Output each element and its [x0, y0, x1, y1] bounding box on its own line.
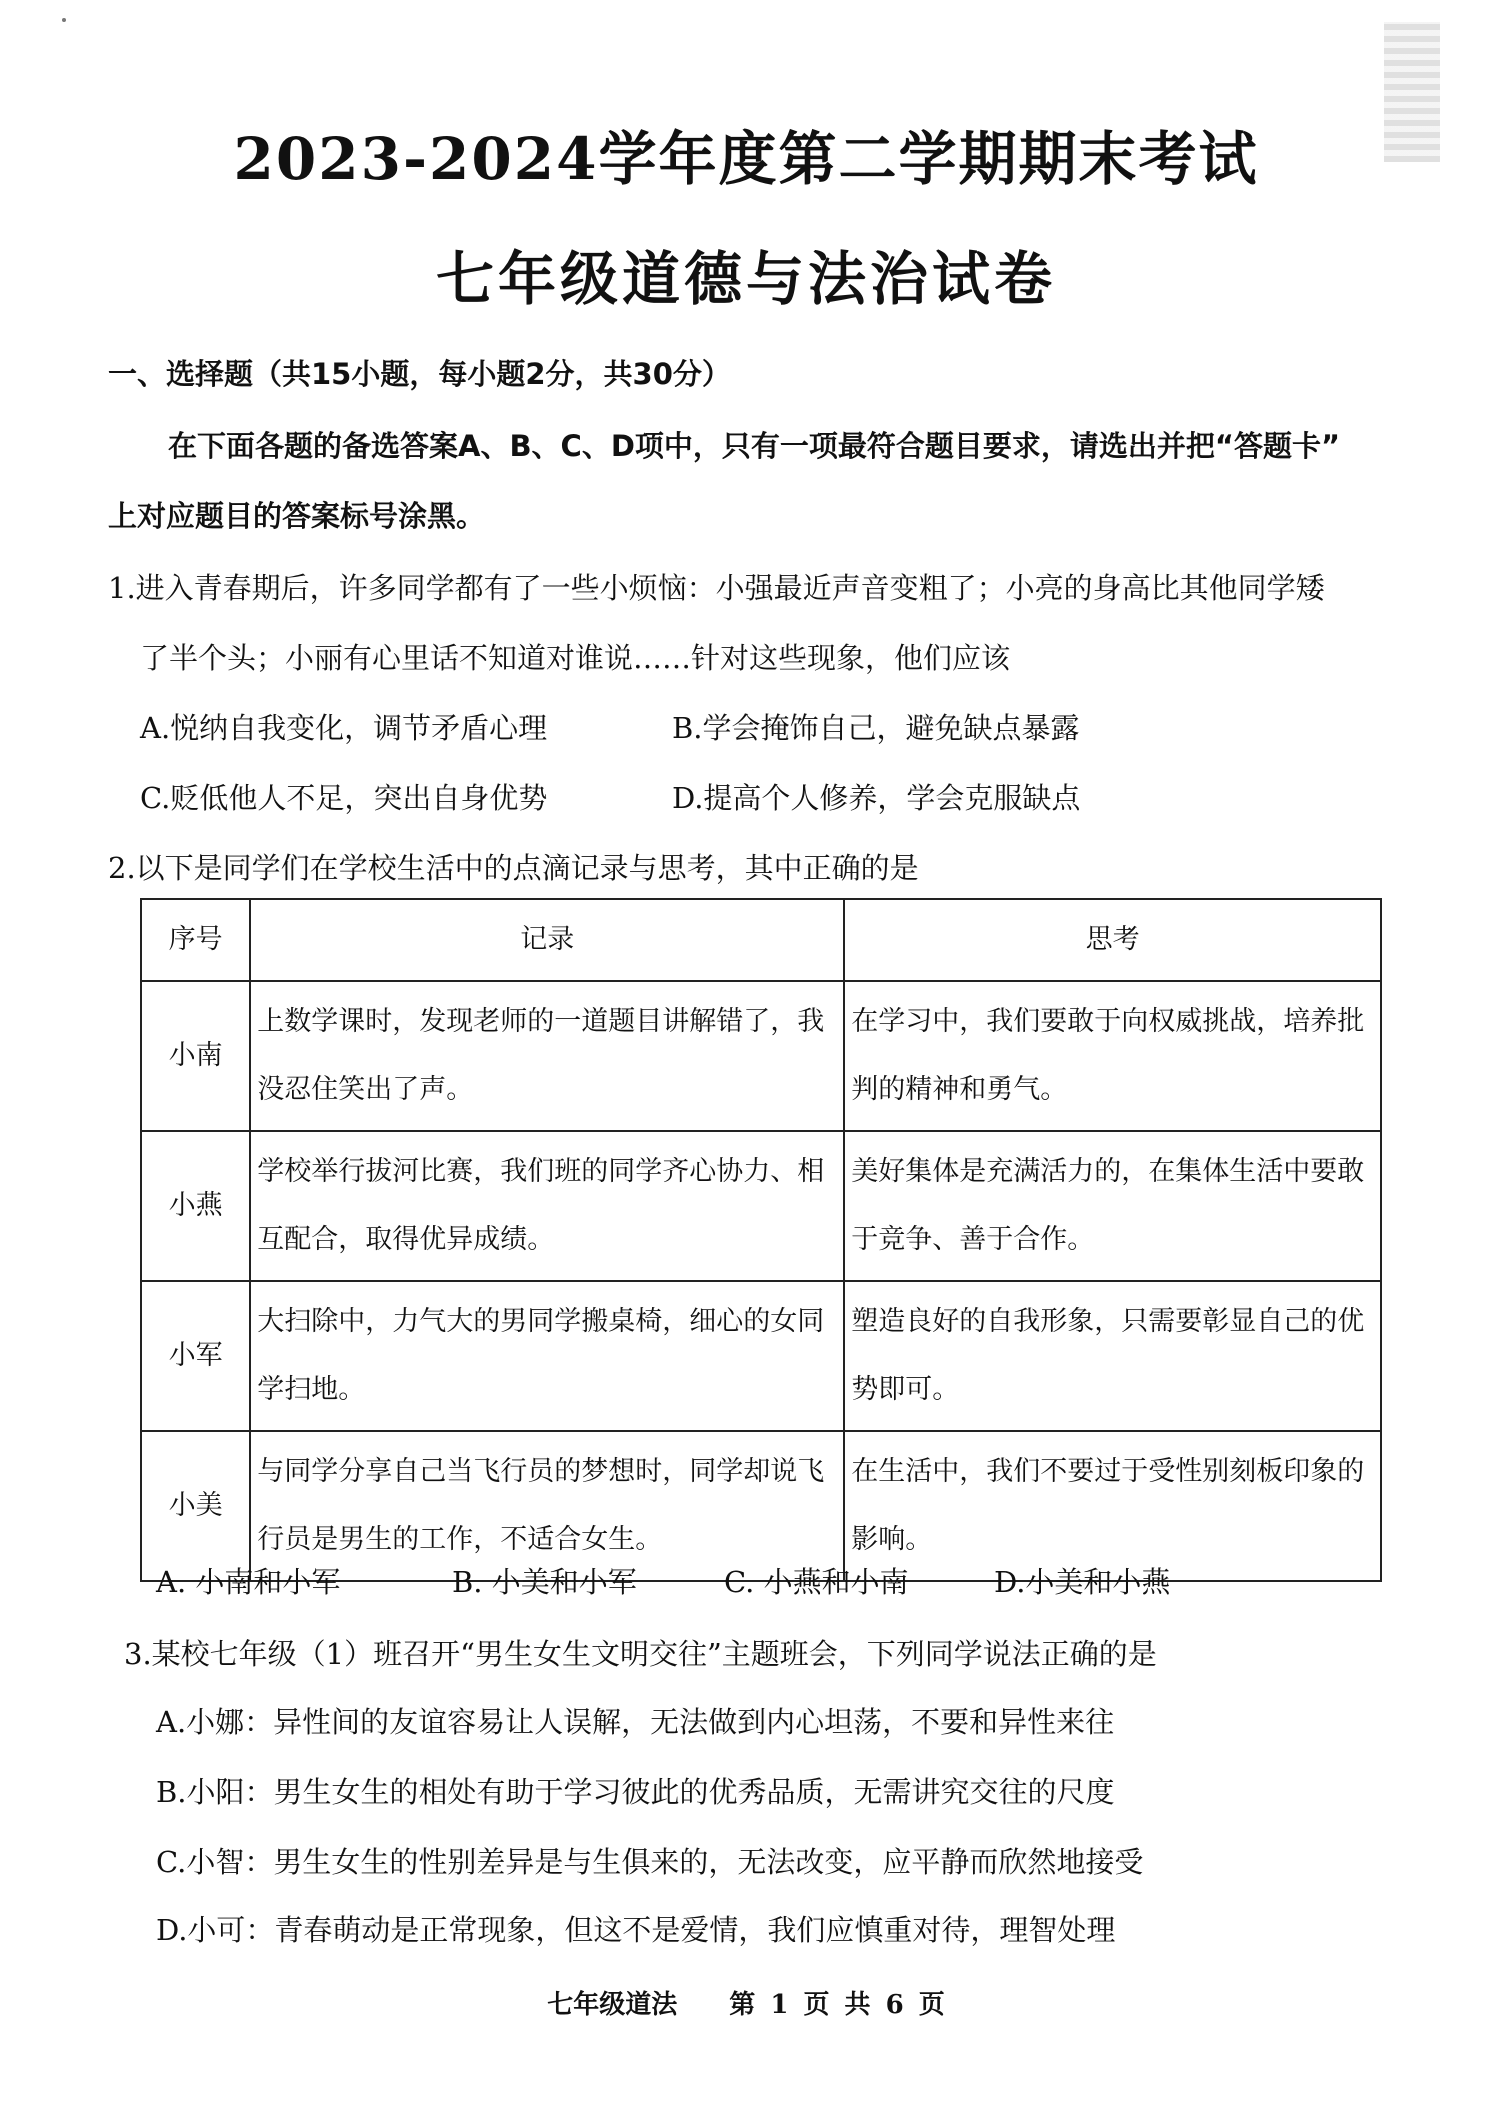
scan-speck — [62, 18, 66, 22]
row-thought: 美好集体是充满活力的，在集体生活中要敢于竞争、善于合作。 — [844, 1131, 1381, 1281]
q1-option-a: A.悦纳自我变化，调节矛盾心理 — [140, 711, 548, 745]
q3-option-a: A.小娜：异性间的友谊容易让人误解，无法做到内心坦荡，不要和异性来往 — [156, 1705, 1115, 1739]
row-name: 小南 — [141, 981, 250, 1131]
q2-option-d: D.小美和小燕 — [994, 1565, 1171, 1599]
section-heading: 一、选择题（共15小题，每小题2分，共30分） — [108, 357, 731, 391]
q1-stem-line-1: 1.进入青春期后，许多同学都有了一些小烦恼：小强最近声音变粗了；小亮的身高比其他同学矮 — [108, 571, 1325, 605]
q1-option-c: C.贬低他人不足，突出自身优势 — [140, 781, 548, 815]
table-row — [141, 1431, 1381, 1581]
q3-option-d: D.小可：青春萌动是正常现象，但这不是爱情，我们应慎重对待，理智处理 — [156, 1913, 1116, 1947]
header-thought: 思考 — [844, 899, 1381, 981]
records-table — [140, 898, 1382, 1582]
q1-option-b: B.学会掩饰自己，避免缺点暴露 — [672, 711, 1080, 745]
row-thought: 在生活中，我们不要过于受性别刻板印象的影响。 — [844, 1431, 1381, 1581]
row-record: 学校举行拔河比赛，我们班的同学齐心协力、相互配合，取得优异成绩。 — [250, 1131, 844, 1281]
q2-option-c: C. 小燕和小南 — [724, 1565, 909, 1599]
q3-option-c: C.小智：男生女生的性别差异是与生俱来的，无法改变，应平静而欣然地接受 — [156, 1845, 1144, 1879]
header-number: 序号 — [141, 899, 250, 981]
page-footer: 七年级道法 第 1 页 共 6 页 — [547, 1990, 945, 2020]
q1-option-d: D.提高个人修养，学会克服缺点 — [672, 781, 1081, 815]
q2-option-b: B. 小美和小军 — [452, 1565, 637, 1599]
table-row — [141, 981, 1381, 1131]
q2-option-a: A. 小南和小军 — [156, 1565, 341, 1599]
q1-stem-line-2: 了半个头；小丽有心里话不知道对谁说……针对这些现象，他们应该 — [140, 641, 1011, 675]
row-record: 大扫除中，力气大的男同学搬桌椅，细心的女同学扫地。 — [250, 1281, 844, 1431]
instruction-line-2: 上对应题目的答案标号涂黑。 — [108, 499, 486, 533]
row-name: 小军 — [141, 1281, 250, 1431]
table-row — [141, 1281, 1381, 1431]
row-record: 与同学分享自己当飞行员的梦想时，同学却说飞行员是男生的工作，不适合女生。 — [250, 1431, 844, 1581]
row-record: 上数学课时，发现老师的一道题目讲解错了，我没忍住笑出了声。 — [250, 981, 844, 1131]
row-thought: 在学习中，我们要敢于向权威挑战，培养批判的精神和勇气。 — [844, 981, 1381, 1131]
row-name: 小燕 — [141, 1131, 250, 1281]
row-name: 小美 — [141, 1431, 250, 1581]
table-header-row — [141, 899, 1381, 981]
header-record: 记录 — [250, 899, 844, 981]
instruction-line-1: 在下面各题的备选答案A、B、C、D项中，只有一项最符合题目要求，请选出并把“答题卡” — [168, 429, 1341, 463]
exam-title: 2023-2024学年度第二学期期末考试 — [233, 125, 1259, 193]
row-thought: 塑造良好的自我形象，只需要彰显自己的优势即可。 — [844, 1281, 1381, 1431]
table-row — [141, 1131, 1381, 1281]
q3-stem: 3.某校七年级（1）班召开“男生女生文明交往”主题班会，下列同学说法正确的是 — [124, 1637, 1157, 1671]
q2-stem: 2.以下是同学们在学校生活中的点滴记录与思考，其中正确的是 — [108, 851, 919, 885]
exam-subtitle: 七年级道德与法治试卷 — [435, 245, 1056, 313]
q3-option-b: B.小阳：男生女生的相处有助于学习彼此的优秀品质，无需讲究交往的尺度 — [156, 1775, 1115, 1809]
